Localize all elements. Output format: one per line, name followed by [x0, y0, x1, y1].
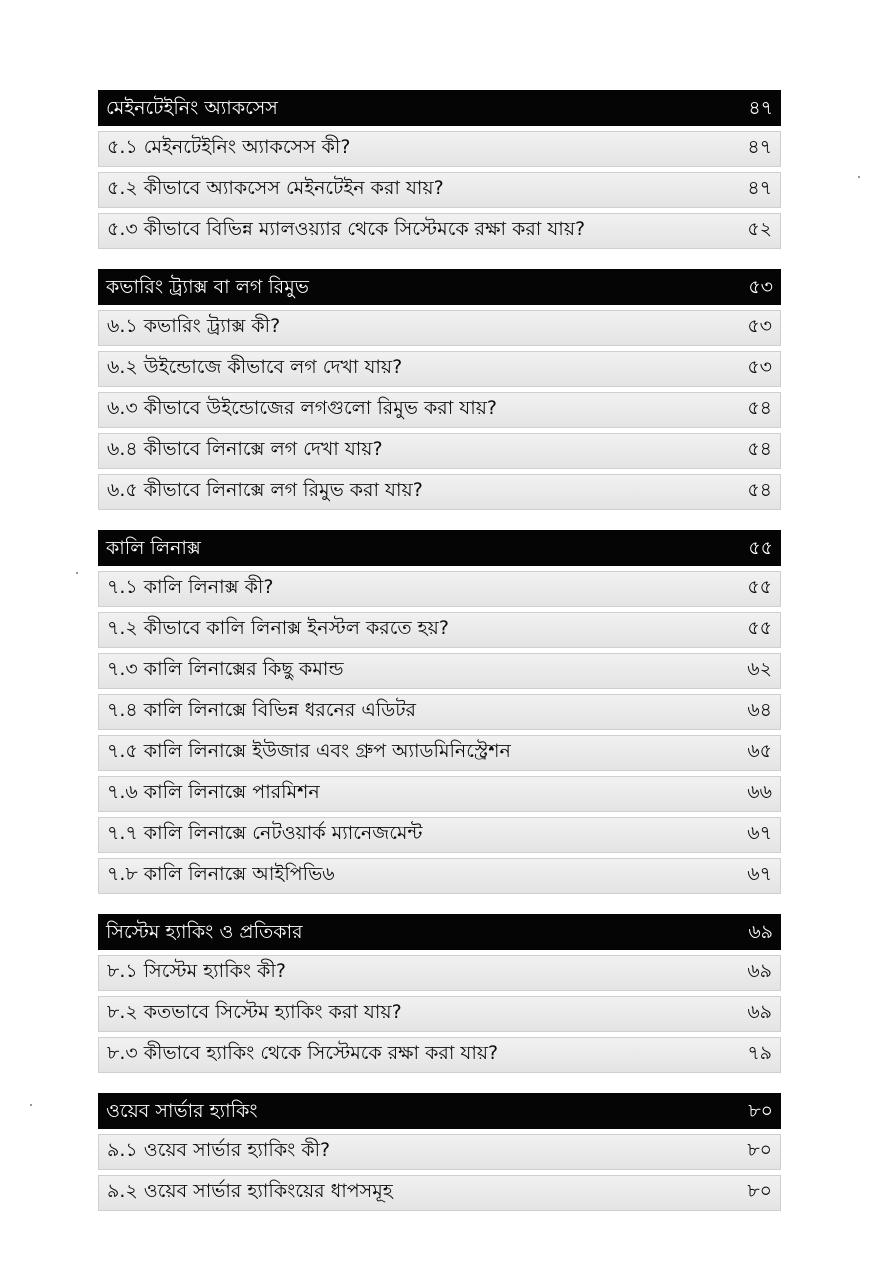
chapter-section — [98, 269, 781, 510]
entry-title: ৫.২ কীভাবে অ্যাকসেস মেইনটেইন করা যায়? — [107, 177, 444, 199]
chapter-section — [98, 90, 781, 249]
entry-title: ৮.২ কতভাবে সিস্টেম হ্যাকিং করা যায়? — [107, 1001, 402, 1023]
entry-page-number: ৪৭ — [747, 136, 772, 158]
entry-page-number: ৬৫ — [747, 740, 772, 762]
chapter-page-number: ৬৯ — [748, 921, 773, 943]
toc-entry — [98, 612, 781, 648]
toc-entry — [98, 213, 781, 249]
entry-title: ৮.১ সিস্টেম হ্যাকিং কী? — [107, 960, 286, 982]
toc-entry — [98, 858, 781, 894]
chapter-title: কালি লিনাক্স — [106, 537, 201, 559]
entry-title: ৮.৩ কীভাবে হ্যাকিং থেকে সিস্টেমকে রক্ষা করা যায়? — [107, 1042, 499, 1064]
entry-page-number: ৬৯ — [747, 960, 772, 982]
toc-entry — [98, 172, 781, 208]
chapter-page-number: ৪৭ — [748, 97, 773, 119]
toc-entry — [98, 351, 781, 387]
scan-speck — [858, 176, 860, 178]
entry-page-number: ৫২ — [747, 218, 772, 240]
toc-entry — [98, 433, 781, 469]
toc-entry — [98, 392, 781, 428]
entry-page-number: ৬৬ — [747, 781, 772, 803]
entry-page-number: ৬৭ — [747, 863, 772, 885]
entry-title: ৭.৩ কালি লিনাক্সের কিছু কমান্ড — [107, 658, 344, 680]
entry-title: ৭.২ কীভাবে কালি লিনাক্স ইনস্টল করতে হয়? — [107, 617, 449, 639]
entry-page-number: ৪৭ — [747, 177, 772, 199]
entry-title: ৫.১ মেইনটেইনিং অ্যাকসেস কী? — [107, 136, 351, 158]
toc-entry — [98, 996, 781, 1032]
toc-entry — [98, 1175, 781, 1211]
chapter-heading — [98, 914, 781, 950]
entry-title: ৭.৫ কালি লিনাক্সে ইউজার এবং গ্রুপ অ্যাডমিনিস্ট্রেশন — [107, 740, 511, 762]
entry-title: ৭.৬ কালি লিনাক্সে পারমিশন — [107, 781, 320, 803]
entry-page-number: ৫৫ — [747, 576, 772, 598]
chapter-heading — [98, 530, 781, 566]
scan-speck — [30, 1104, 32, 1106]
toc-entry — [98, 1037, 781, 1073]
chapter-title: কভারিং ট্র্যাক্স বা লগ রিমুভ — [106, 276, 309, 298]
entry-title: ৭.১ কালি লিনাক্স কী? — [107, 576, 274, 598]
entry-page-number: ৫৪ — [747, 438, 772, 460]
entry-title: ৭.৮ কালি লিনাক্সে আইপিভি৬ — [107, 863, 335, 885]
toc-entry — [98, 735, 781, 771]
chapter-page-number: ৫৫ — [748, 537, 773, 559]
chapter-title: ওয়েব সার্ভার হ্যাকিং — [106, 1100, 258, 1122]
entry-page-number: ৭৯ — [747, 1042, 772, 1064]
toc-entry — [98, 955, 781, 991]
entry-title: ৬.৩ কীভাবে উইন্ডোজের লগগুলো রিমুভ করা যায়? — [107, 397, 498, 419]
chapter-heading — [98, 269, 781, 305]
entry-page-number: ৫৫ — [747, 617, 772, 639]
toc-entry — [98, 1134, 781, 1170]
entry-page-number: ৮০ — [747, 1180, 772, 1202]
toc-entry — [98, 653, 781, 689]
toc-entry — [98, 131, 781, 167]
chapter-page-number: ৮০ — [748, 1100, 773, 1122]
toc-entry — [98, 571, 781, 607]
entry-page-number: ৬৯ — [747, 1001, 772, 1023]
entry-title: ৬.২ উইন্ডোজে কীভাবে লগ দেখা যায়? — [107, 356, 403, 378]
toc-entry — [98, 817, 781, 853]
entry-page-number: ৮০ — [747, 1139, 772, 1161]
entry-title: ৬.৪ কীভাবে লিনাক্সে লগ দেখা যায়? — [107, 438, 383, 460]
entry-page-number: ৫৩ — [747, 315, 772, 337]
chapter-page-number: ৫৩ — [748, 276, 773, 298]
entry-page-number: ৬২ — [747, 658, 772, 680]
scan-speck — [76, 572, 78, 574]
chapter-heading — [98, 1093, 781, 1129]
toc-entry — [98, 474, 781, 510]
entry-title: ৯.১ ওয়েব সার্ভার হ্যাকিং কী? — [107, 1139, 331, 1161]
entry-page-number: ৬৭ — [747, 822, 772, 844]
entry-title: ৬.১ কভারিং ট্র্যাক্স কী? — [107, 315, 281, 337]
entry-title: ৭.৭ কালি লিনাক্সে নেটওয়ার্ক ম্যানেজমেন্ট — [107, 822, 423, 844]
chapter-section — [98, 914, 781, 1073]
toc-entry — [98, 694, 781, 730]
entry-title: ৬.৫ কীভাবে লিনাক্সে লগ রিমুভ করা যায়? — [107, 479, 423, 501]
toc-entry — [98, 776, 781, 812]
entry-page-number: ৫৪ — [747, 397, 772, 419]
toc-entry — [98, 310, 781, 346]
chapter-section — [98, 530, 781, 894]
entry-title: ৫.৩ কীভাবে বিভিন্ন ম্যালওয়্যার থেকে সিস্টেমকে রক্ষা করা যায়? — [107, 218, 586, 240]
entry-title: ৭.৪ কালি লিনাক্সে বিভিন্ন ধরনের এডিটর — [107, 699, 417, 721]
entry-page-number: ৫৩ — [747, 356, 772, 378]
entry-page-number: ৬৪ — [747, 699, 772, 721]
chapter-section — [98, 1093, 781, 1211]
chapter-heading — [98, 90, 781, 126]
chapter-title: মেইনটেইনিং অ্যাকসেস — [106, 97, 278, 119]
chapter-title: সিস্টেম হ্যাকিং ও প্রতিকার — [106, 921, 303, 943]
table-of-contents — [98, 90, 781, 1231]
entry-page-number: ৫৪ — [747, 479, 772, 501]
entry-title: ৯.২ ওয়েব সার্ভার হ্যাকিংয়ের ধাপসমূহ — [107, 1180, 393, 1202]
